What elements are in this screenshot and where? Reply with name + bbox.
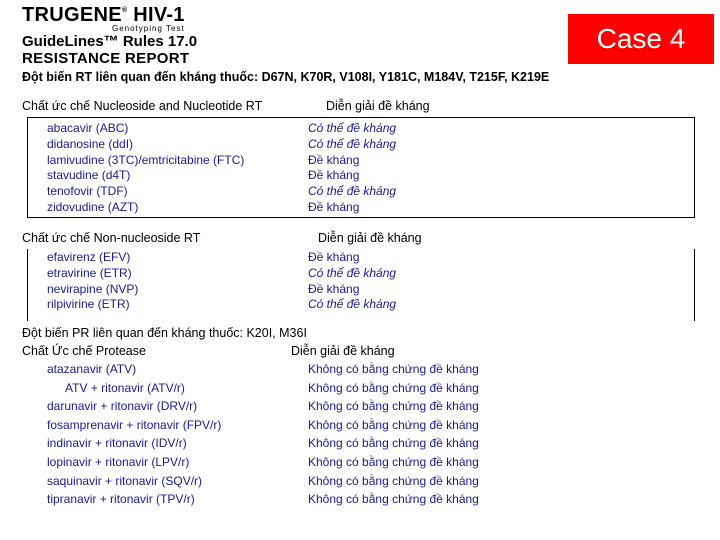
pi-drug-name: ATV + ritonavir (ATV/r)	[65, 380, 185, 395]
nnrti-resistance-interpretation: Đề kháng	[308, 281, 360, 296]
nrti-drug-name: tenofovir (TDF)	[47, 184, 128, 199]
nrti-interp-header: Diễn giải đề kháng	[326, 99, 430, 113]
nrti-resistance-interpretation: Có thể đề kháng	[308, 121, 397, 135]
pi-resistance-interpretation: Không có bằng chứng đề kháng	[308, 455, 479, 469]
nnrti-drug-name: rilpivirine (ETR)	[47, 297, 130, 312]
pi-drug-name: tipranavir + ritonavir (TPV/r)	[47, 492, 195, 507]
nrti-drug-name: stavudine (d4T)	[47, 168, 131, 183]
nnrti-resistance-interpretation: Đề kháng	[308, 250, 360, 264]
registered-mark: ®	[121, 7, 128, 14]
nrti-resistance-interpretation: Có thể đề kháng	[308, 136, 397, 151]
pi-interp-header: Diễn giải đề kháng	[291, 344, 395, 358]
pi-resistance-interpretation: Không có bằng chứng đề kháng	[308, 473, 479, 488]
nnrti-interp-header: Diễn giải đề kháng	[318, 231, 422, 245]
nnrti-class-header: Chất ức chế Non-nucleoside RT	[22, 231, 201, 245]
pi-resistance-interpretation: Không có bằng chứng đề kháng	[308, 492, 479, 507]
pi-drug-name: fosamprenavir + ritonavir (FPV/r)	[47, 417, 222, 432]
nrti-resistance-interpretation: Có thể đề kháng	[308, 184, 397, 199]
pi-drug-name: indinavir + ritonavir (IDV/r)	[47, 436, 187, 451]
case-label: Case 4	[568, 14, 714, 64]
pi-resistance-interpretation: Không có bằng chứng đề kháng	[308, 417, 479, 432]
nnrti-resistance-interpretation: Có thể đề kháng	[308, 297, 397, 312]
brand-guidelines: GuideLines™ Rules 17.0	[22, 33, 198, 50]
nnrti-drug-name: nevirapine (NVP)	[47, 281, 139, 296]
nrti-drug-name: didanosine (ddI)	[47, 136, 134, 151]
rt-mutations-heading: Đột biến RT liên quan đến kháng thuốc: D67N, K70R, V108I, Y181C, M184V, T215F, K219E	[22, 70, 550, 84]
pi-drug-name: atazanavir (ATV)	[47, 362, 137, 376]
pr-mutations-heading: Đột biến PR liên quan đến kháng thuốc: K20I, M36I	[22, 326, 307, 340]
nnrti-resistance-interpretation: Có thể đề kháng	[308, 265, 397, 280]
brand-suffix: HIV-1	[127, 4, 185, 26]
nrti-drug-name: zidovudine (AZT)	[47, 200, 139, 214]
pi-resistance-interpretation: Không có bằng chứng đề kháng	[308, 436, 479, 451]
pi-resistance-interpretation: Không có bằng chứng đề kháng	[308, 399, 479, 414]
pi-resistance-interpretation: Không có bằng chứng đề kháng	[308, 380, 479, 395]
pi-resistance-interpretation: Không có bằng chứng đề kháng	[308, 362, 479, 376]
pi-drug-name: saquinavir + ritonavir (SQV/r)	[47, 473, 203, 488]
pi-class-header: Chất Ức chế Protease	[22, 344, 146, 358]
pi-drug-name: lopinavir + ritonavir (LPV/r)	[47, 455, 190, 469]
nrti-drug-name: abacavir (ABC)	[47, 121, 129, 135]
nrti-drug-name: lamivudine (3TC)/emtricitabine (FTC)	[47, 152, 245, 167]
nrti-class-header: Chất ức chế Nucleoside and Nucleotide RT	[22, 99, 263, 113]
nnrti-drug-name: etravirine (ETR)	[47, 265, 132, 280]
nrti-resistance-interpretation: Đề kháng	[308, 200, 360, 214]
nrti-resistance-interpretation: Đề kháng	[308, 168, 360, 183]
brand-report-title: RESISTANCE REPORT	[22, 50, 190, 67]
nnrti-drug-name: efavirenz (EFV)	[47, 250, 131, 264]
brand-name: TRUGENE	[22, 4, 122, 26]
nrti-resistance-interpretation: Đề kháng	[308, 152, 360, 167]
brand-tagline: Genotyping Test	[112, 24, 185, 33]
pi-drug-name: darunavir + ritonavir (DRV/r)	[47, 399, 198, 414]
